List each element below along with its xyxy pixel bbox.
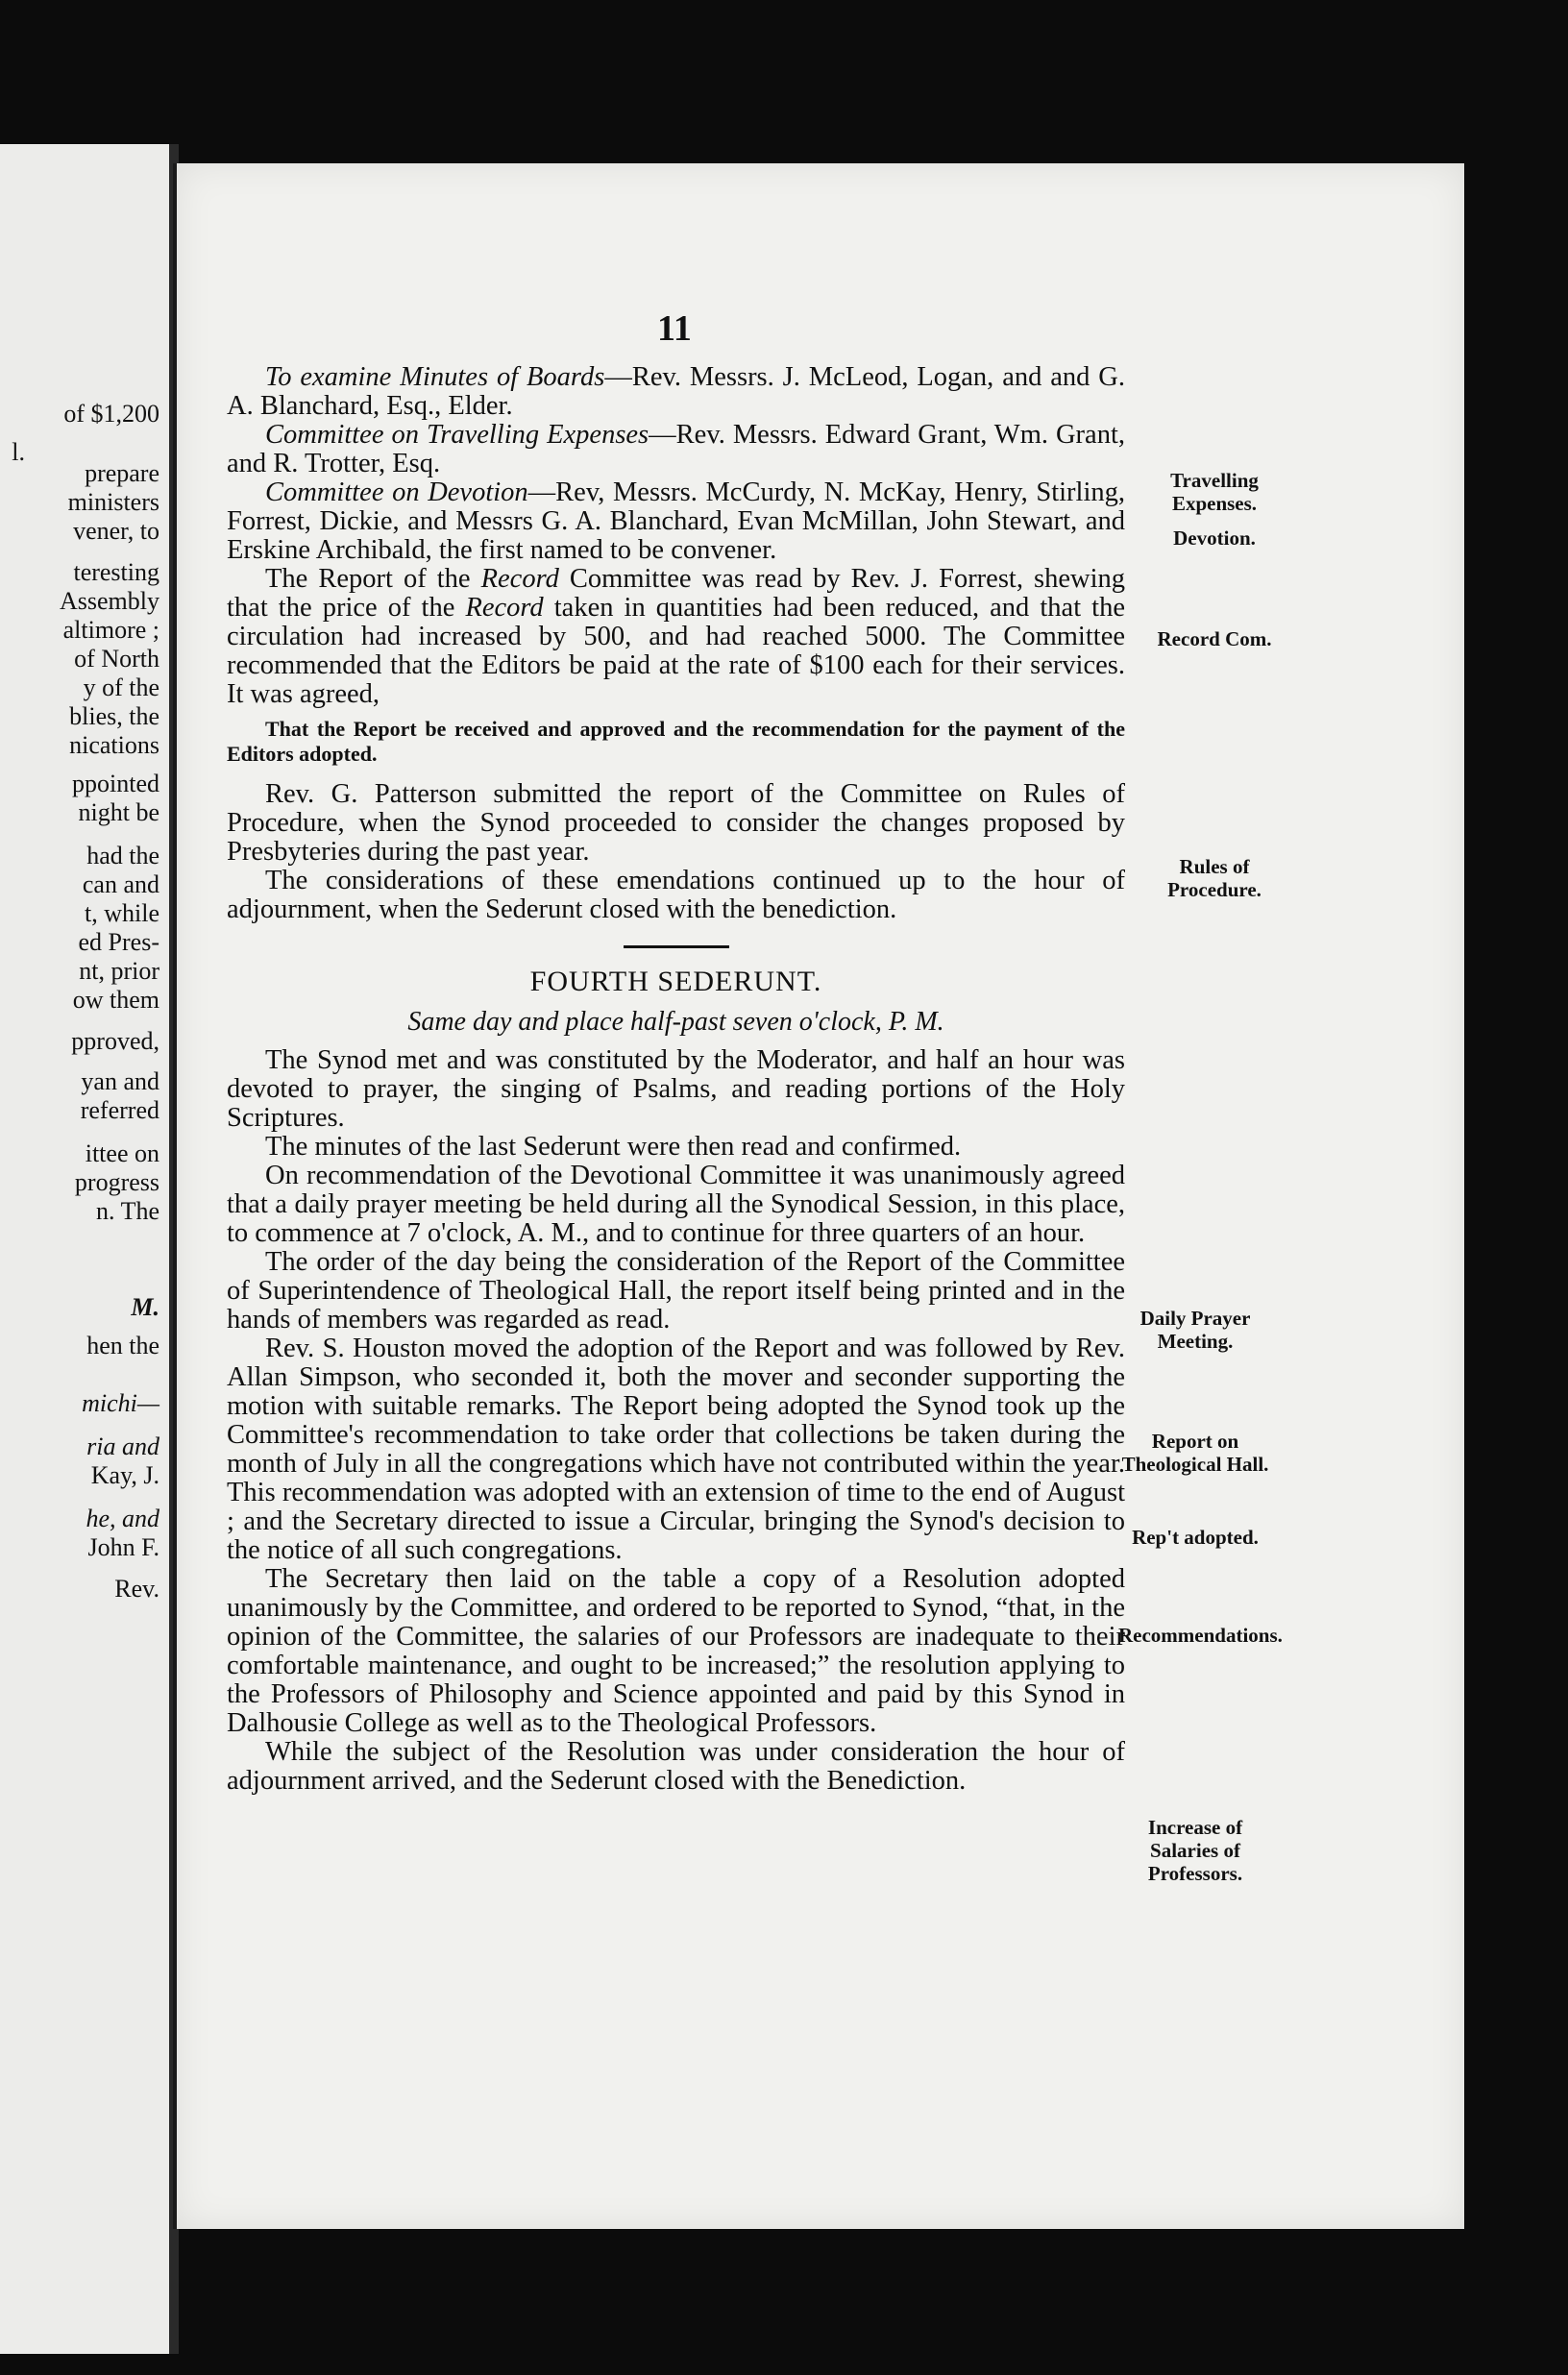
paragraph: Committee on Travelling Expenses—Rev. Messrs. Edward Grant, Wm. Grant, and R. Trotter, Esq. xyxy=(227,420,1125,478)
paragraph: To examine Minutes of Boards—Rev. Messrs. J. McLeod, Logan, and and G. A. Blanchard, Esq., Elder. xyxy=(227,362,1125,421)
fragment-line: Rev. xyxy=(114,1575,159,1603)
fragment-line: blies, the xyxy=(69,702,159,730)
paragraph: The order of the day being the consideration of the Report of the Committee of Superintendence of Theological Hall, the report itself being printed and in the hands of members was regarded as read. xyxy=(227,1247,1125,1334)
page-body xyxy=(227,363,1125,1796)
fragment-line: ppointed xyxy=(72,770,159,797)
fragment-line: teresting xyxy=(73,558,159,586)
sidenote-salaries: Increase of Salaries of Professors. xyxy=(1147,1816,1243,1885)
fragment-line: of $1,200 xyxy=(63,400,159,428)
paragraph: On recommendation of the Devotional Committee it was unanimously agreed that a daily prayer meeting be held during all the Synodical Session, in this place, to commence at 7 o'clock, A. M., and to continue for three quarters of an hour. xyxy=(227,1161,1125,1248)
fragment-line: ministers xyxy=(67,488,159,516)
fragment-line: hen the xyxy=(86,1332,159,1359)
fragment-line: nications xyxy=(69,731,159,759)
fragment-line: he, and xyxy=(86,1505,159,1532)
section-subheading: Same day and place half-past seven o'clock, P. M. xyxy=(407,1007,944,1037)
sidenote-travelling: Travelling Expenses. xyxy=(1170,469,1259,515)
fragment-line: John F. xyxy=(87,1533,159,1561)
fragment-line: n. The xyxy=(96,1197,159,1225)
fragment-line: Assembly xyxy=(60,587,159,615)
paragraph: The Synod met and was constituted by the Moderator, and half an hour was devoted to prayer, the singing of Psalms, and reading portions of the Holy Scriptures. xyxy=(227,1045,1125,1133)
paragraph: While the subject of the Resolution was under consideration the hour of adjournment arrived, and the Sederunt closed with the Benediction. xyxy=(227,1737,1125,1796)
document-page xyxy=(173,163,1464,2229)
fragment-line: ria and xyxy=(86,1432,159,1460)
resolution-text: That the Report be received and approved and the recommendation for the payment of the Editors adopted. xyxy=(227,717,1125,766)
fragment-line: Kay, J. xyxy=(90,1461,159,1489)
fragment-line: ow them xyxy=(72,986,159,1014)
fragment-line: ittee on xyxy=(85,1139,159,1167)
paragraph: Rev. S. Houston moved the adoption of the Report and was followed by Rev. Allan Simpson, who seconded it, both the mover and seconder supporting the motion with suitable remarks. The Report being adopted the Synod took up the Committee's recommendation to take order that collections be taken during the month of July in all the congregations which have not contributed within the year. This recommendation was adopted with an extension of time to the end of August ; and the Secretary directed to issue a Circular, bringing the Synod's decision to the notice of all such congregations. xyxy=(227,1334,1125,1565)
fragment-line: of North xyxy=(74,645,159,673)
paragraph: Committee on Devotion—Rev, Messrs. McCurdy, N. McKay, Henry, Stirling, Forrest, Dickie, and Messrs G. A. Blanchard, Evan McMillan, John Stewart, and Erskine Archibald, the first named to be convener. xyxy=(227,477,1125,565)
page-number: 11 xyxy=(657,308,692,349)
fragment-line: michi— xyxy=(82,1389,159,1417)
fragment-line: nt, prior xyxy=(79,957,159,985)
fragment-line: y of the xyxy=(83,673,159,701)
fragment-line: yan and xyxy=(81,1067,159,1095)
fragment-line: had the xyxy=(86,842,159,869)
paragraph: The Report of the Record Committee was read by Rev. J. Forrest, shewing that the price of the Record taken in quantities had been reduced, and that the circulation had increased by 500, and had reached 5000. The Committee recommended that the Editors be paid at the rate of $100 each for their services. It was agreed, xyxy=(227,564,1125,709)
fragment-line: altimore ; xyxy=(62,616,159,644)
fragment-line: prepare xyxy=(85,459,159,487)
sidenote-report-hall: Report on Theological Hall. xyxy=(1121,1430,1269,1476)
fragment-line: ed Pres- xyxy=(78,928,159,956)
sidenote-record: Record Com. xyxy=(1157,627,1272,650)
fragment-line: progress xyxy=(74,1168,159,1196)
fragment-line: night be xyxy=(78,798,159,826)
paragraph: Rev. G. Patterson submitted the report of the Committee on Rules of Procedure, when the Synod proceeded to consider the changes proposed by Presbyteries during the past year. xyxy=(227,779,1125,867)
sidenote-rules: Rules of Procedure. xyxy=(1167,855,1262,901)
fragment-line: pproved, xyxy=(71,1027,159,1055)
facing-page-fragment xyxy=(0,144,169,2354)
sidenote-devotion: Devotion. xyxy=(1173,526,1256,550)
section-heading: FOURTH SEDERUNT. xyxy=(529,966,822,997)
fragment-line: M. xyxy=(131,1293,159,1321)
fragment-line: l. xyxy=(12,438,25,466)
sidenote-daily-prayer: Daily Prayer Meeting. xyxy=(1139,1307,1251,1353)
fragment-line: vener, to xyxy=(73,517,159,545)
section-rule xyxy=(624,945,729,948)
fragment-line: referred xyxy=(80,1096,159,1124)
sidenote-rept-adopted: Rep't adopted. xyxy=(1132,1526,1259,1549)
paragraph: The minutes of the last Sederunt were then read and confirmed. xyxy=(265,1132,962,1162)
fragment-line: can and xyxy=(82,870,159,898)
paragraph: The considerations of these emendations continued up to the hour of adjournment, when the Sederunt closed with the benediction. xyxy=(227,866,1125,924)
paragraph: The Secretary then laid on the table a copy of a Resolution adopted unanimously by the Committee, and ordered to be reported to Synod, “that, in the opinion of the Committee, the salaries of our Professors are inadequate to their comfortable maintenance, and ought to be increased;” the resolution applying to the Professors of Philosophy and Science appointed and paid by this Synod in Dalhousie College as well as to the Theological Professors. xyxy=(227,1564,1125,1738)
sidenote-recommendations: Recommendations. xyxy=(1118,1624,1283,1647)
fragment-line: t, while xyxy=(85,899,159,927)
